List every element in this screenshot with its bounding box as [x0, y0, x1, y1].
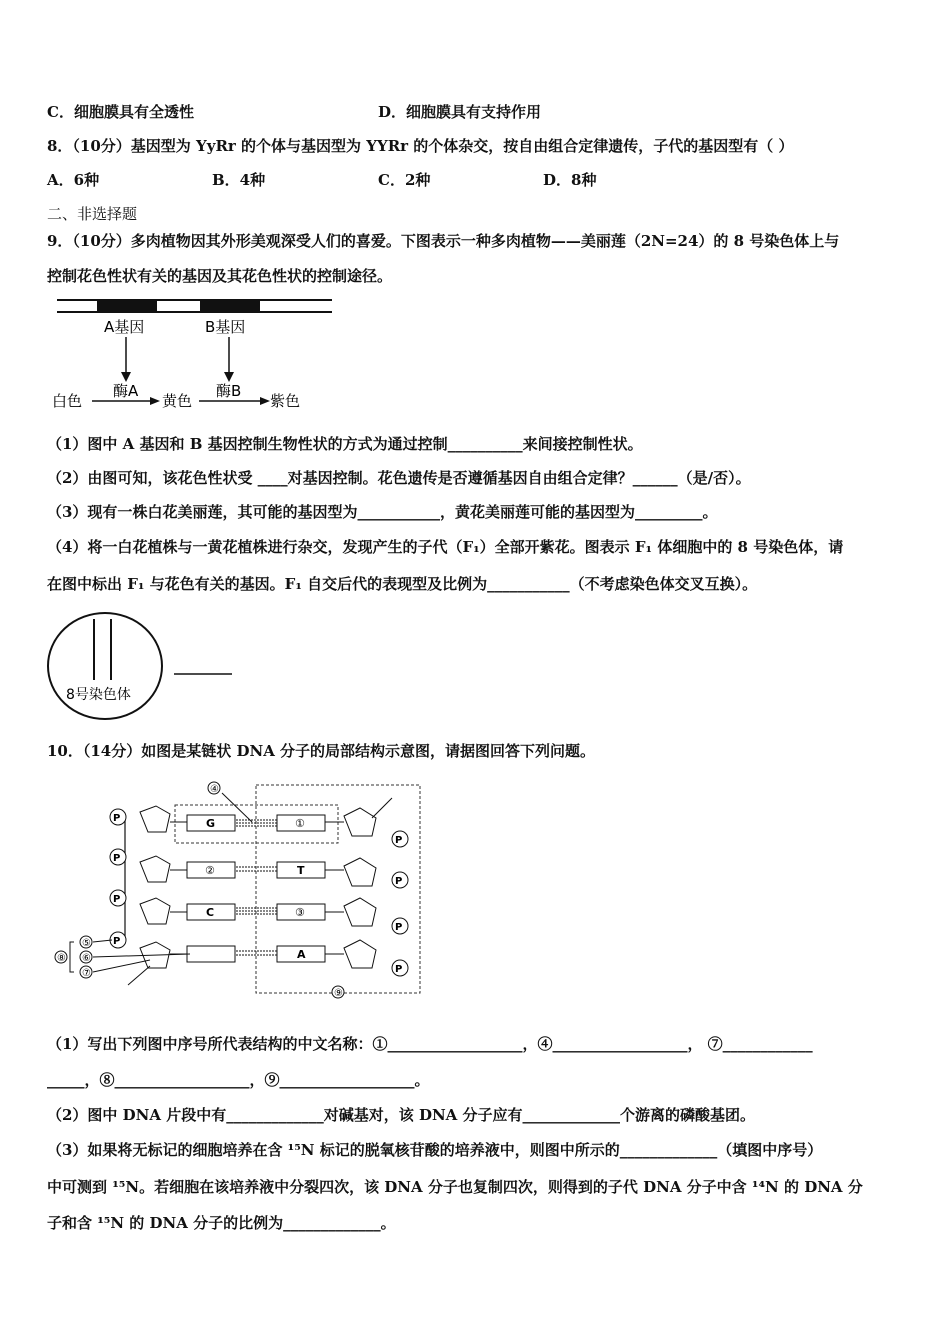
- q9-sub2: （2）由图可知，该花色性状受 ____对基因控制。花色遗传是否遵循基因自由组合定律？______（是/否）。: [47, 469, 751, 487]
- base-a: A: [297, 948, 306, 961]
- q9-sub1: （1）图中 A 基因和 B 基因控制生物性状的方式为通过控制__________来间接控制性状。: [47, 435, 643, 453]
- q8-option-d: D．8种: [543, 171, 597, 189]
- color-yellow-label: 黄色: [162, 392, 193, 410]
- color-white-label: 白色: [52, 392, 83, 410]
- phosphate-left-2: P: [113, 853, 121, 864]
- label-7: ⑦: [82, 968, 91, 979]
- q8-option-a: A．6种: [47, 171, 100, 189]
- phosphate-right-1: P: [395, 835, 403, 846]
- phosphate-right-4: P: [395, 964, 403, 975]
- q10-sub1-line2: _____，⑧__________________，⑨__________________。: [47, 1071, 430, 1089]
- label-1: ①: [295, 817, 305, 830]
- label-4: ④: [210, 784, 219, 795]
- q8-option-c: C．2种: [378, 171, 431, 189]
- cell-chromosome-label: 8号染色体: [66, 687, 131, 703]
- gene-a-label: A基因: [104, 318, 145, 336]
- q8-stem: 8．（10分）基因型为 YyRr 的个体与基因型为 YYRr 的个体杂交，按自由组合定律遗传，子代的基因型有（ ）: [47, 137, 794, 155]
- label-9: ⑨: [334, 988, 343, 999]
- label-8: ⑧: [57, 953, 66, 964]
- q9-sub4-line2: 在图中标出 F₁ 与花色有关的基因。F₁ 自交后代的表现型及比例为___________（不考虑染色体交叉互换）。: [47, 575, 758, 593]
- label-3: ③: [295, 906, 305, 919]
- q10-sub1-line1: （1）写出下列图中序号所代表结构的中文名称：①__________________，④__________________， ⑦____________: [47, 1035, 813, 1053]
- q10-stem: 10．（14分）如图是某链状 DNA 分子的局部结构示意图，请据图回答下列问题。: [47, 742, 596, 760]
- q9-sub4-line1: （4）将一白花植株与一黄花植株进行杂交，发现产生的子代（F₁）全部开紫花。图表示 F₁ 体细胞中的 8 号染色体，请: [47, 538, 844, 556]
- phosphate-left-1: P: [113, 813, 121, 824]
- q7-option-c: C．细胞膜具有全透性: [47, 103, 194, 121]
- phosphate-right-3: P: [395, 922, 403, 933]
- label-6: ⑥: [82, 953, 91, 964]
- enzyme-b-label: 酶B: [216, 382, 242, 400]
- enzyme-a-label: 酶A: [113, 382, 139, 400]
- q7-option-d: D．细胞膜具有支持作用: [378, 103, 542, 121]
- q10-sub2: （2）图中 DNA 片段中有_____________对碱基对，该 DNA 分子应有_____________个游离的磷酸基团。: [47, 1106, 756, 1124]
- phosphate-left-3: P: [113, 894, 121, 905]
- q10-sub3-line2: 中可测到 ¹⁵N。若细胞在该培养液中分裂四次，该 DNA 分子也复制四次，则得到的子代 DNA 分子中含 ¹⁴N 的 DNA 分: [47, 1178, 863, 1196]
- q9-sub3: （3）现有一株白花美丽莲，其可能的基因型为___________，黄花美丽莲可能的基因型为_________。: [47, 503, 718, 521]
- gene-b-label: B基因: [205, 318, 246, 336]
- q9-stem-line2: 控制花色性状有关的基因及其花色性状的控制途径。: [47, 267, 393, 285]
- q8-option-b: B．4种: [212, 171, 266, 189]
- label-2: ②: [205, 864, 215, 877]
- base-t: T: [297, 864, 305, 877]
- color-purple-label: 紫色: [270, 392, 301, 410]
- q10-sub3-line1: （3）如果将无标记的细胞培养在含 ¹⁵N 标记的脱氧核苷酸的培养液中，则图中所示的_____________（填图中序号）: [47, 1141, 823, 1159]
- base-g: G: [206, 817, 216, 830]
- label-5: ⑤: [82, 938, 91, 949]
- base-c: C: [206, 906, 215, 919]
- section-title: 二、非选择题: [47, 205, 138, 223]
- q10-sub3-line3: 子和含 ¹⁵N 的 DNA 分子的比例为_____________。: [47, 1214, 396, 1232]
- phosphate-right-2: P: [395, 876, 403, 887]
- q9-stem-line1: 9．（10分）多肉植物因其外形美观深受人们的喜爱。下图表示一种多肉植物——美丽莲（2N=24）的 8 号染色体上与: [47, 232, 840, 250]
- phosphate-left-4: P: [113, 936, 121, 947]
